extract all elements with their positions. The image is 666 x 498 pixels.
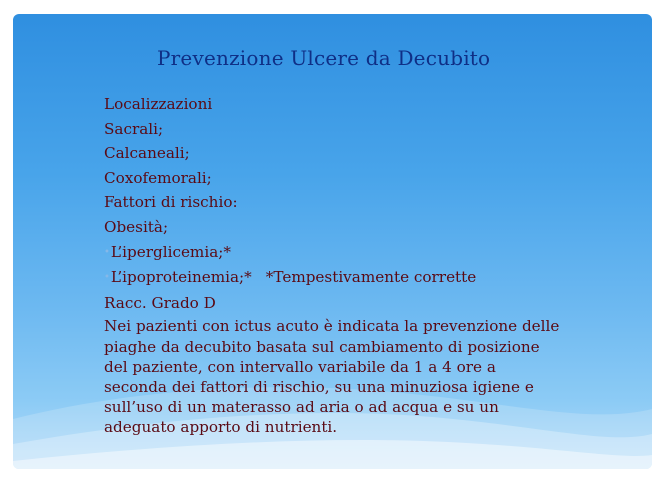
slide-title: Prevenzione Ulcere da Decubito bbox=[157, 46, 491, 70]
paragraph-line: Nei pazienti con ictus acuto è indicata la prevenzione delle bbox=[104, 317, 560, 336]
text-line: Sacrali; bbox=[104, 119, 164, 138]
bullet-line bbox=[104, 265, 574, 291]
bullet-text: L’ipoproteinemia;* bbox=[110, 268, 252, 287]
text-line: Racc. Grado D bbox=[104, 293, 216, 312]
bullet-icon: • bbox=[104, 246, 110, 258]
paragraph-line: adeguato apporto di nutrienti. bbox=[104, 418, 338, 437]
slide-body bbox=[104, 92, 574, 438]
text-line: Calcaneali; bbox=[104, 144, 190, 163]
bullet-line bbox=[104, 240, 574, 266]
paragraph-line: sull’uso di un materasso ad aria o ad acqua e su un bbox=[104, 398, 499, 417]
footnote-text: *Tempestivamente corrette bbox=[265, 268, 477, 287]
paragraph-line: piaghe da decubito basata sul cambiamento di posizione bbox=[104, 337, 540, 356]
recommendation-paragraph bbox=[104, 316, 574, 437]
bullet-icon: • bbox=[104, 272, 110, 284]
text-line: Obesità; bbox=[104, 217, 169, 236]
bullet-text: L’iperglicemia;* bbox=[110, 242, 231, 261]
text-line: Coxofemorali; bbox=[104, 168, 212, 187]
paragraph-line: seconda dei fattori di rischio, su una minuziosa igiene e bbox=[104, 377, 534, 396]
text-line: Fattori di rischio: bbox=[104, 193, 238, 212]
text-line: Localizzazioni bbox=[104, 95, 213, 113]
slide bbox=[13, 14, 652, 469]
paragraph-line: del paziente, con intervallo variabile da 1 a 4 ore a bbox=[104, 357, 496, 376]
